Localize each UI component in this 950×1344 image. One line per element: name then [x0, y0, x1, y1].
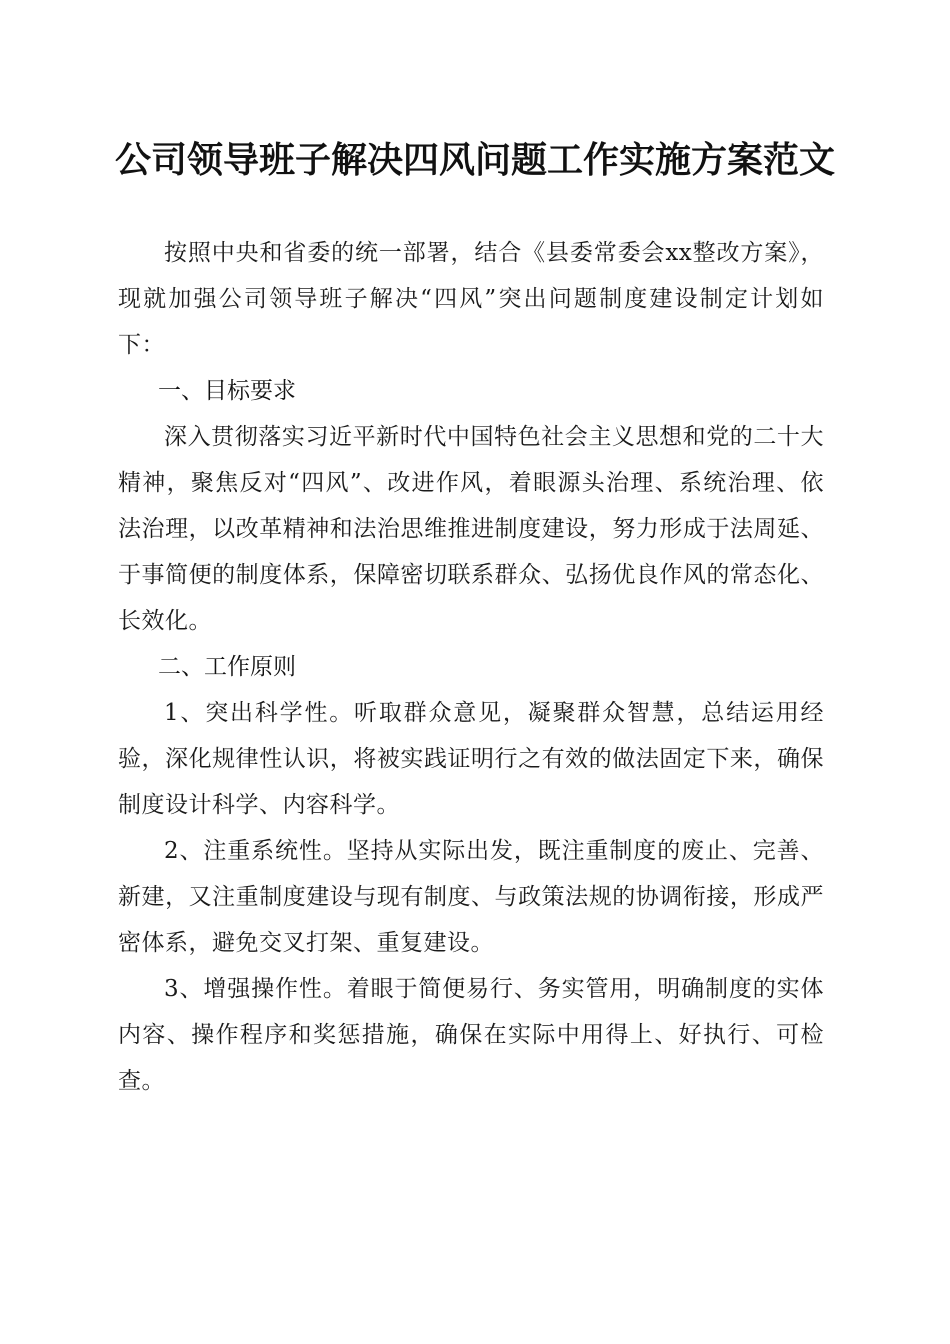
section-heading-goals: 一、目标要求 [158, 378, 296, 404]
document-body [118, 230, 824, 1104]
document-title: 公司领导班子解决四风问题工作实施方案范文 [114, 139, 835, 181]
goals-paragraph: 深入贯彻落实习近平新时代中国特色社会主义思想和党的二十大精神，聚焦反对“四风”、改进作风，着眼源头治理、系统治理、依法治理，以改革精神和法治思维推进制度建设，努力形成于法周延、于事简便的制度体系，保障密切联系群众、弘扬优良作风的常态化、长效化。 [118, 424, 824, 634]
intro-paragraph: 按照中央和省委的统一部署，结合《县委常委会xx整改方案》，现就加强公司领导班子解决“四风”突出问题制度建设制定计划如下： [118, 240, 824, 358]
principle-paragraph-1: 1、突出科学性。听取群众意见，凝聚群众智慧，总结运用经验，深化规律性认识，将被实践证明行之有效的做法固定下来，确保制度设计科学、内容科学。 [118, 700, 824, 818]
section-heading-principles: 二、工作原则 [158, 654, 296, 680]
principle-paragraph-3: 3、增强操作性。着眼于简便易行、务实管用，明确制度的实体内容、操作程序和奖惩措施，确保在实际中用得上、好执行、可检查。 [118, 976, 824, 1094]
principle-paragraph-2: 2、注重系统性。坚持从实际出发，既注重制度的废止、完善、新建，又注重制度建设与现有制度、与政策法规的协调衔接，形成严密体系，避免交叉打架、重复建设。 [118, 838, 824, 956]
